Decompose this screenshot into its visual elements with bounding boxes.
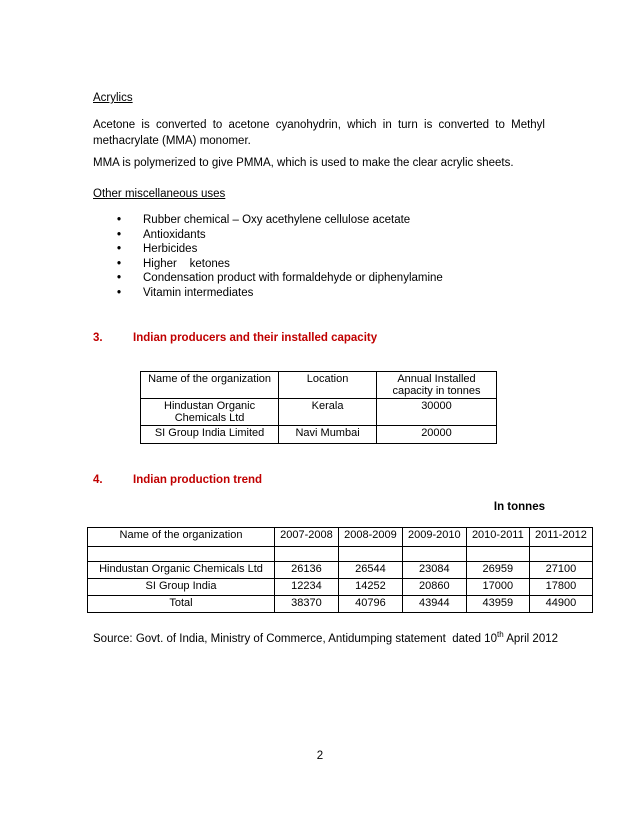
table-cell: 26959 <box>466 562 529 579</box>
section-4-title: Indian production trend <box>133 474 263 486</box>
section-4-number: 4. <box>93 474 103 486</box>
table-cell: Hindustan Organic Chemicals Ltd <box>141 399 279 426</box>
table-cell: 17800 <box>529 579 592 596</box>
table-header: Location <box>279 372 377 399</box>
table-header: 2011-2012 <box>529 528 592 547</box>
table-cell: 26136 <box>275 562 339 579</box>
table-cell: 27100 <box>529 562 592 579</box>
table-header-row <box>141 372 497 399</box>
table-cell: Navi Mumbai <box>279 426 377 444</box>
table-cell: 17000 <box>466 579 529 596</box>
table-spacer-row <box>88 547 593 562</box>
table-header-row <box>88 528 593 547</box>
table-cell: Hindustan Organic Chemicals Ltd <box>88 562 275 579</box>
acrylics-heading: Acrylics <box>93 92 133 104</box>
misc-uses-list <box>117 213 537 300</box>
producers-table <box>140 371 497 444</box>
list-item: • Vitamin intermediates <box>117 286 537 301</box>
table-row <box>88 579 593 596</box>
production-trend-table <box>87 527 593 613</box>
table-cell: SI Group India Limited <box>141 426 279 444</box>
table-cell: 26544 <box>338 562 402 579</box>
table-header: Annual Installed capacity in tonnes <box>376 372 496 399</box>
list-item: • Higher ketones <box>117 257 537 272</box>
list-item: • Antioxidants <box>117 228 537 243</box>
table-cell: 20000 <box>376 426 496 444</box>
table-cell: 20860 <box>402 579 466 596</box>
table-cell: 44900 <box>529 596 592 613</box>
table-cell: 12234 <box>275 579 339 596</box>
table-header: Name of the organization <box>141 372 279 399</box>
table-header: 2007-2008 <box>275 528 339 547</box>
list-item: • Condensation product with formaldehyde or diphenylamine <box>117 271 537 286</box>
table-header: 2008-2009 <box>338 528 402 547</box>
table-cell: 43959 <box>466 596 529 613</box>
list-item: • Rubber chemical – Oxy acethylene cellulose acetate <box>117 213 537 228</box>
table-row <box>88 596 593 613</box>
table-cell: 30000 <box>376 399 496 426</box>
table-header: Name of the organization <box>88 528 275 547</box>
table-row <box>141 426 497 444</box>
table-cell: Total <box>88 596 275 613</box>
table-header: 2009-2010 <box>402 528 466 547</box>
misc-uses-heading: Other miscellaneous uses <box>93 188 226 200</box>
table-cell: 38370 <box>275 596 339 613</box>
acrylics-paragraph-2: MMA is polymerized to give PMMA, which is used to make the clear acrylic sheets. <box>93 157 514 169</box>
section-3-title: Indian producers and their installed capacity <box>133 332 378 344</box>
source-note: Source: Govt. of India, Ministry of Commerce, Antidumping statement dated 10th April 2012 <box>93 630 559 645</box>
unit-label: In tonnes <box>493 501 545 513</box>
table-row <box>141 399 497 426</box>
page-number: 2 <box>316 750 324 762</box>
list-item: • Herbicides <box>117 242 537 257</box>
table-cell: 23084 <box>402 562 466 579</box>
table-cell: SI Group India <box>88 579 275 596</box>
section-3-number: 3. <box>93 332 103 344</box>
table-cell: 43944 <box>402 596 466 613</box>
table-row <box>88 562 593 579</box>
table-cell: 40796 <box>338 596 402 613</box>
table-cell: 14252 <box>338 579 402 596</box>
table-header: 2010-2011 <box>466 528 529 547</box>
table-cell: Kerala <box>279 399 377 426</box>
acrylics-paragraph-1: Acetone is converted to acetone cyanohydrin, which in turn is converted to Methyl methacrylate (MMA) monomer. <box>93 119 545 147</box>
